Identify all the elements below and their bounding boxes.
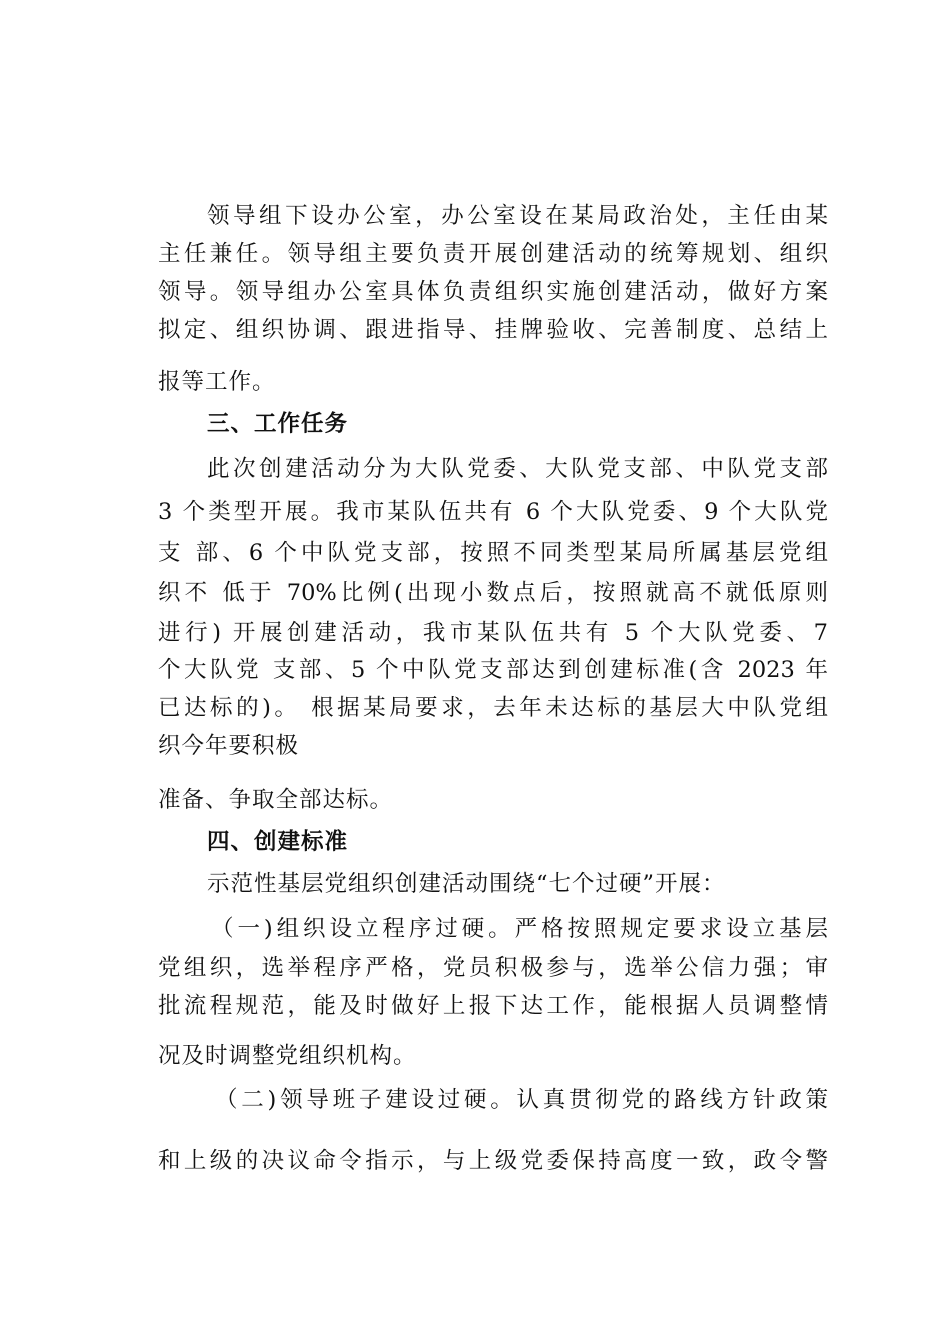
paragraph-line: 示范性基层党组织创建活动围绕“七个过硬”开展：	[207, 871, 726, 897]
section-heading: 三、工作任务	[207, 411, 349, 437]
paragraph-line: 拟定、组织协调、跟进指导、挂牌验收、完善制度、总结上	[158, 317, 828, 343]
paragraph-line: （一)组织设立程序过硬。严格按照规定要求设立基层	[211, 916, 828, 942]
paragraph-line: 进行) 开展创建活动，我市某队伍共有 5 个大队党委、7	[158, 620, 828, 646]
paragraph-line: 个大队党 支部、5 个中队党支部达到创建标准(含 2023 年	[158, 657, 828, 683]
paragraph-line: 准备、争取全部达标。	[158, 787, 394, 813]
paragraph-line: 领导。领导组办公室具体负责组织实施创建活动，做好方案	[158, 279, 828, 305]
paragraph-line: 此次创建活动分为大队党委、大队党支部、中队党支部	[207, 456, 828, 482]
paragraph-line: 织不 低于 70%比例(出现小数点后，按照就高不就低原则	[158, 580, 828, 606]
paragraph-line: 党组织，选举程序严格，党员积极参与，选举公信力强；审	[158, 955, 828, 981]
paragraph-line: 况及时调整党组织机构。	[158, 1043, 417, 1069]
section-heading: 四、创建标准	[207, 829, 349, 855]
paragraph-line: 支 部、6 个中队党支部，按照不同类型某局所属基层党组	[158, 540, 828, 566]
paragraph-line: 报等工作。	[158, 369, 276, 395]
paragraph-line: 主任兼任。领导组主要负责开展创建活动的统筹规划、组织	[158, 241, 828, 267]
paragraph-line: 织今年要积极	[158, 733, 300, 759]
paragraph-line: （二)领导班子建设过硬。认真贯彻党的路线方针政策	[215, 1087, 828, 1113]
paragraph-line: 领导组下设办公室，办公室设在某局政治处，主任由某	[207, 203, 828, 229]
paragraph-line: 3 个类型开展。我市某队伍共有 6 个大队党委、9 个大队党	[158, 499, 828, 525]
paragraph-line: 已达标的)。 根据某局要求，去年未达标的基层大中队党组	[158, 695, 828, 721]
paragraph-line: 和上级的决议命令指示，与上级党委保持高度一致，政令警	[158, 1148, 828, 1174]
paragraph-line: 批流程规范，能及时做好上报下达工作，能根据人员调整情	[158, 993, 828, 1019]
